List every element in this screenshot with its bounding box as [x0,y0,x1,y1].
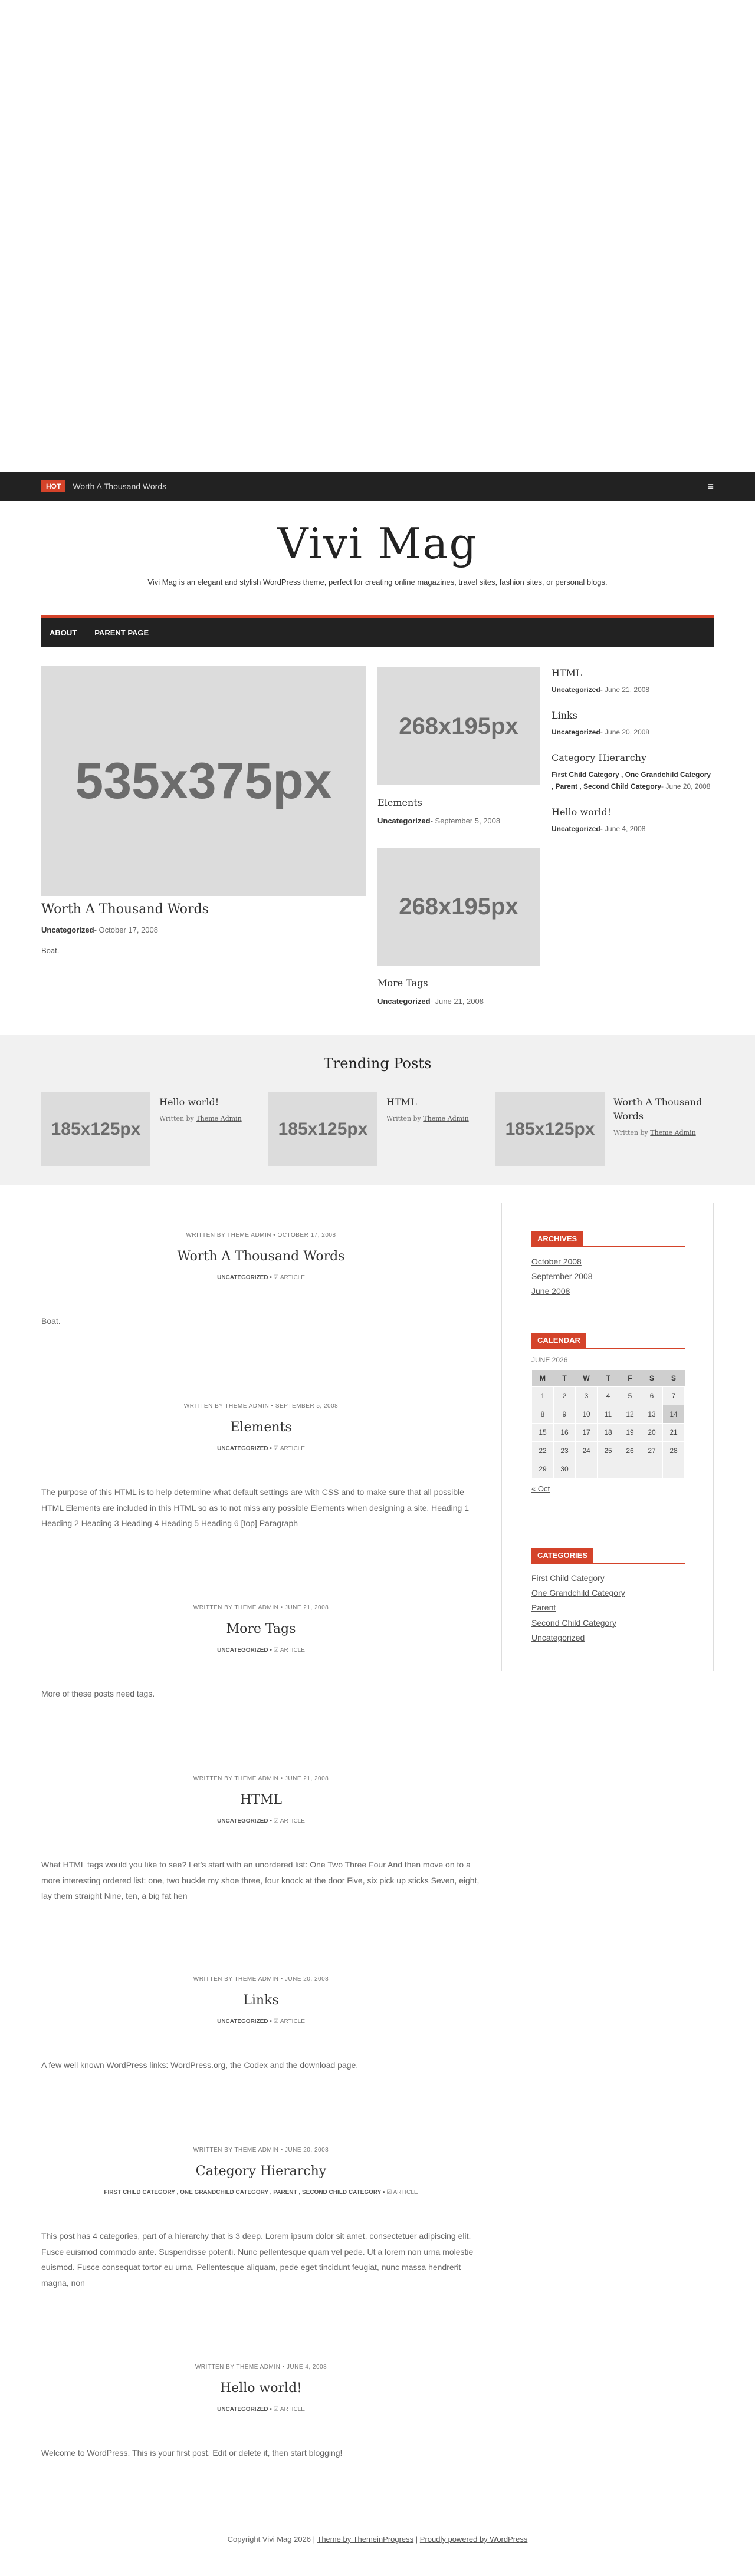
calendar-day: 2 [554,1386,576,1405]
post-meta: WRITTEN BY THEME ADMIN • JUNE 20, 2008 [193,2147,329,2153]
post-item [41,1605,481,1702]
trending-card [495,1092,714,1169]
calendar-prev-link[interactable]: « Oct [531,1484,550,1493]
site-description: Vivi Mag is an elegant and stylish WordPress theme, perfect for creating online magazines, travel sites, fashion sites, or personal blogs. [147,578,608,587]
calendar-day-header: T [598,1370,619,1386]
trending-meta [159,1114,260,1124]
post-meta: WRITTEN BY THEME ADMIN • SEPTEMBER 5, 2008 [183,1403,339,1409]
calendar-day: 11 [598,1405,619,1423]
author-link[interactable]: Theme Admin [423,1115,469,1122]
calendar-day-header: S [641,1370,663,1386]
list-item-meta: First Child Category , One Grandchild Category , Parent , Second Child Category- June 20, 2008 [552,770,711,790]
category-link[interactable]: Parent [531,1603,556,1613]
post-categories: UNCATEGORIZED • ☑ ARTICLE [217,1647,305,1653]
trending-card [268,1092,487,1169]
featured-mid-title[interactable]: More Tags [378,977,428,989]
featured-mid-image[interactable]: 268x195px [378,848,540,966]
calendar-table [531,1370,685,1478]
list-item [552,806,714,835]
post-item [41,1976,481,2073]
category-link[interactable]: FIRST CHILD CATEGORY , ONE GRANDCHILD CATEGORY , PARENT , SECOND CHILD CATEGORY [104,2189,382,2196]
list-item-title[interactable]: Links [552,710,577,722]
category-link[interactable]: UNCATEGORIZED [217,1445,268,1452]
calendar-day: 25 [598,1441,619,1460]
featured-mid-title[interactable]: Elements [378,797,422,808]
post-date: October 17, 2008 [99,925,158,934]
theme-link[interactable]: Theme by ThemeinProgress [317,2535,414,2544]
calendar-day: 8 [532,1405,554,1423]
calendar-caption: JUNE 2026 [531,1356,568,1364]
calendar-day: 12 [619,1405,641,1423]
calendar-day: 22 [532,1441,554,1460]
post-date: June 20, 2008 [605,728,650,737]
list-item-title[interactable]: Category Hierarchy [552,752,647,764]
post-excerpt: The purpose of this HTML is to help determine what default settings are with CSS and to make sure that all possible HTML Elements are included in this HTML so as to not miss any possible Elements when designing a site. Heading 1 Heading 2 Heading 3 Heading 4 Heading 5 Heading 6 [top] Paragraph [41,1487,469,1529]
calendar-day: 24 [576,1441,598,1460]
archive-link[interactable]: June 2008 [531,1286,570,1296]
trending-meta [613,1128,714,1138]
post-categories: UNCATEGORIZED • ☑ ARTICLE [217,1818,305,1824]
post-excerpt: A few well known WordPress links: WordPress.org, the Codex and the download page. [41,2060,359,2070]
calendar-day: 3 [576,1386,598,1405]
site-footer [0,2535,755,2544]
calendar-day: 29 [532,1460,554,1478]
calendar-day: 21 [663,1423,685,1441]
post-categories: UNCATEGORIZED • ☑ ARTICLE [217,2406,305,2413]
trending-section [0,1035,755,1185]
site-title[interactable]: Vivi Mag [277,519,478,568]
category-link[interactable]: Uncategorized [378,997,431,1006]
category-link[interactable]: UNCATEGORIZED [217,1274,268,1281]
list-item [552,710,714,738]
archives-widget [531,1231,685,1299]
categories-widget [531,1548,685,1645]
written-by-label: Written by [386,1115,421,1122]
post-date: June 21, 2008 [435,997,484,1006]
post-date: September 5, 2008 [435,816,501,825]
calendar-day: 1 [532,1386,554,1405]
category-link[interactable]: UNCATEGORIZED [217,1818,268,1824]
list-item-meta: Uncategorized- June 21, 2008 [552,686,650,694]
calendar-day-header: F [619,1370,641,1386]
category-link[interactable]: Uncategorized [41,925,94,934]
format-label: ☑ ARTICLE [273,1274,305,1281]
footer-separator: | [413,2535,420,2544]
nav-item-parent-page[interactable]: PARENT PAGE [94,628,149,637]
calendar-day: 5 [619,1386,641,1405]
post-title[interactable]: More Tags [226,1622,296,1636]
format-label: ☑ ARTICLE [273,2018,305,2025]
category-link[interactable]: UNCATEGORIZED [217,2406,268,2413]
widget-title: ARCHIVES [531,1231,583,1246]
calendar-day: 18 [598,1423,619,1441]
calendar-day-header: S [663,1370,685,1386]
calendar-day: 17 [576,1423,598,1441]
calendar-day-header: T [554,1370,576,1386]
post-item [41,1232,481,1329]
post-excerpt: This post has 4 categories, part of a hierarchy that is 3 deep. Lorem ipsum dolor sit amet, consectetuer adipiscing elit. Fusce euismod commodo ante. Suspendisse potenti. Nunc pellentesque quam vel pede. Ut a lorem non urna molestie euismod. Fusce consequat tortor eu urna. Pellentesque aliquam, pede eget tincidunt feugiat, nunc massa hendrerit magna, non [41,2231,474,2288]
category-link[interactable]: Uncategorized [552,824,600,833]
calendar-day: 19 [619,1423,641,1441]
calendar-day: 30 [554,1460,576,1478]
post-excerpt: More of these posts need tags. [41,1689,155,1698]
format-label: ☑ ARTICLE [386,2189,418,2196]
calendar-day: 28 [663,1441,685,1460]
calendar-day: 20 [641,1423,663,1441]
category-link[interactable]: UNCATEGORIZED [217,2018,268,2025]
post-meta: WRITTEN BY THEME ADMIN • JUNE 4, 2008 [195,2364,327,2370]
calendar-day-header: W [576,1370,598,1386]
category-link[interactable]: UNCATEGORIZED [217,1647,268,1653]
post-excerpt: Welcome to WordPress. This is your first post. Edit or delete it, then start blogging! [41,2448,343,2458]
category-link[interactable]: First Child Category , One Grandchild Category , Parent , Second Child Category [552,770,711,790]
post-item [41,1775,481,1904]
calendar-day: 23 [554,1441,576,1460]
calendar-day: 7 [663,1386,685,1405]
list-item-meta: Uncategorized- June 20, 2008 [552,728,650,737]
trending-card-title [159,1095,260,1124]
category-link[interactable]: Second Child Category [531,1618,616,1628]
format-label: ☑ ARTICLE [273,1818,305,1824]
post-title[interactable]: Elements [230,1420,292,1435]
category-link[interactable]: One Grandchild Category [531,1588,625,1598]
calendar-empty-cell [619,1460,641,1478]
trending-title-link[interactable]: HTML [386,1096,417,1108]
wordpress-link[interactable]: Proudly powered by WordPress [419,2535,528,2544]
calendar-day: 27 [641,1441,663,1460]
trending-image[interactable]: 185x125px [495,1092,605,1166]
post-meta: WRITTEN BY THEME ADMIN • JUNE 21, 2008 [193,1605,329,1611]
calendar-day-header: M [532,1370,554,1386]
category-link[interactable]: Uncategorized [552,728,600,737]
category-link[interactable]: Uncategorized [552,686,600,694]
copyright-text: Copyright Vivi Mag 2026 | [227,2535,317,2544]
list-item-title[interactable]: HTML [552,667,582,678]
post-excerpt: What HTML tags would you like to see? Let’s start with an unordered list: One Two Three Four And then move on to a more interesting ordered list: one, two buckle my shoe three, four knock at the door Five, six pick up sticks Seven, eight, lay them straight Nine, ten, a big fat hen [41,1860,480,1901]
format-label: ☑ ARTICLE [273,1445,305,1452]
written-by-label: Written by [613,1129,648,1137]
calendar-day: 4 [598,1386,619,1405]
calendar-empty-cell [641,1460,663,1478]
featured-list [552,667,714,849]
format-label: ☑ ARTICLE [273,2406,305,2413]
trending-card-title [386,1095,487,1124]
trending-card-title [613,1095,714,1138]
post-title[interactable]: Worth A Thousand Words [177,1249,345,1264]
category-link[interactable]: Uncategorized [378,816,431,825]
trending-card [41,1092,260,1169]
trending-title-link[interactable]: Worth A Thousand Words [613,1096,703,1122]
author-link[interactable]: Theme Admin [650,1129,696,1137]
calendar-empty-cell [663,1460,685,1478]
post-title[interactable]: Links [243,1993,279,2008]
trending-meta [386,1114,487,1124]
post-meta: WRITTEN BY THEME ADMIN • JUNE 21, 2008 [193,1775,329,1782]
calendar-day: 9 [554,1405,576,1423]
widget-title: CATEGORIES [531,1548,593,1563]
trending-title-link[interactable]: Hello world! [159,1096,219,1108]
calendar-day: 10 [576,1405,598,1423]
post-item [41,2147,481,2291]
calendar-day: 15 [532,1423,554,1441]
featured-mid-image[interactable]: 268x195px [378,667,540,785]
format-label: ☑ ARTICLE [273,1647,305,1653]
widget-title: CALENDAR [531,1333,586,1348]
post-title[interactable]: HTML [240,1793,282,1807]
post-title[interactable]: Hello world! [219,2381,303,2396]
post-categories: UNCATEGORIZED • ☑ ARTICLE [217,2018,305,2025]
post-date: June 21, 2008 [605,686,650,694]
category-link[interactable]: First Child Category [531,1573,605,1583]
calendar-empty-cell [598,1460,619,1478]
hot-badge: HOT [41,480,65,492]
main-navigation [41,615,714,647]
archive-link[interactable]: September 2008 [531,1271,593,1282]
hamburger-icon[interactable]: ≡ [707,480,714,492]
post-excerpt: Boat. [41,1316,61,1326]
post-categories: FIRST CHILD CATEGORY , ONE GRANDCHILD CATEGORY , PARENT , SECOND CHILD CATEGORY • ☑ ARTICLE [104,2189,418,2196]
calendar-day: 16 [554,1423,576,1441]
list-item-meta: Uncategorized- June 4, 2008 [552,824,646,833]
sidebar [501,1203,714,1671]
calendar-day: 13 [641,1405,663,1423]
calendar-day: 14 [663,1405,685,1423]
calendar-empty-cell [576,1460,598,1478]
trending-title: Trending Posts [323,1055,432,1072]
nav-item-about[interactable]: ABOUT [50,628,77,637]
news-ticker-link[interactable]: Worth A Thousand Words [73,482,167,491]
featured-mid-meta: Uncategorized- September 5, 2008 [378,816,501,825]
written-by-label: Written by [159,1115,194,1122]
post-meta: WRITTEN BY THEME ADMIN • JUNE 20, 2008 [193,1976,329,1982]
top-bar [0,472,755,501]
calendar-day: 26 [619,1441,641,1460]
post-title[interactable]: Category Hierarchy [195,2164,327,2179]
calendar-widget [531,1333,685,1495]
list-item [552,752,714,792]
featured-post-title[interactable]: Worth A Thousand Words [41,902,209,917]
post-categories: UNCATEGORIZED • ☑ ARTICLE [217,1274,305,1281]
post-item [41,2364,481,2461]
list-item [552,667,714,696]
list-item-title[interactable]: Hello world! [552,806,612,818]
featured-post-excerpt: Boat. [41,946,60,955]
post-categories: UNCATEGORIZED • ☑ ARTICLE [217,1445,305,1452]
post-meta: WRITTEN BY THEME ADMIN • OCTOBER 17, 2008 [186,1232,336,1238]
author-link[interactable]: Theme Admin [196,1115,242,1122]
featured-image-placeholder[interactable]: 535x375px [41,666,366,896]
post-date: June 20, 2008 [665,782,711,790]
post-item [41,1403,481,1531]
category-link[interactable]: Uncategorized [531,1632,585,1642]
featured-mid-meta: Uncategorized- June 21, 2008 [378,997,484,1006]
featured-post-meta: Uncategorized- October 17, 2008 [41,925,158,934]
archive-link[interactable]: October 2008 [531,1257,582,1266]
trending-image[interactable]: 185x125px [268,1092,378,1166]
calendar-day: 6 [641,1386,663,1405]
trending-image[interactable]: 185x125px [41,1092,150,1166]
post-date: June 4, 2008 [605,824,646,833]
